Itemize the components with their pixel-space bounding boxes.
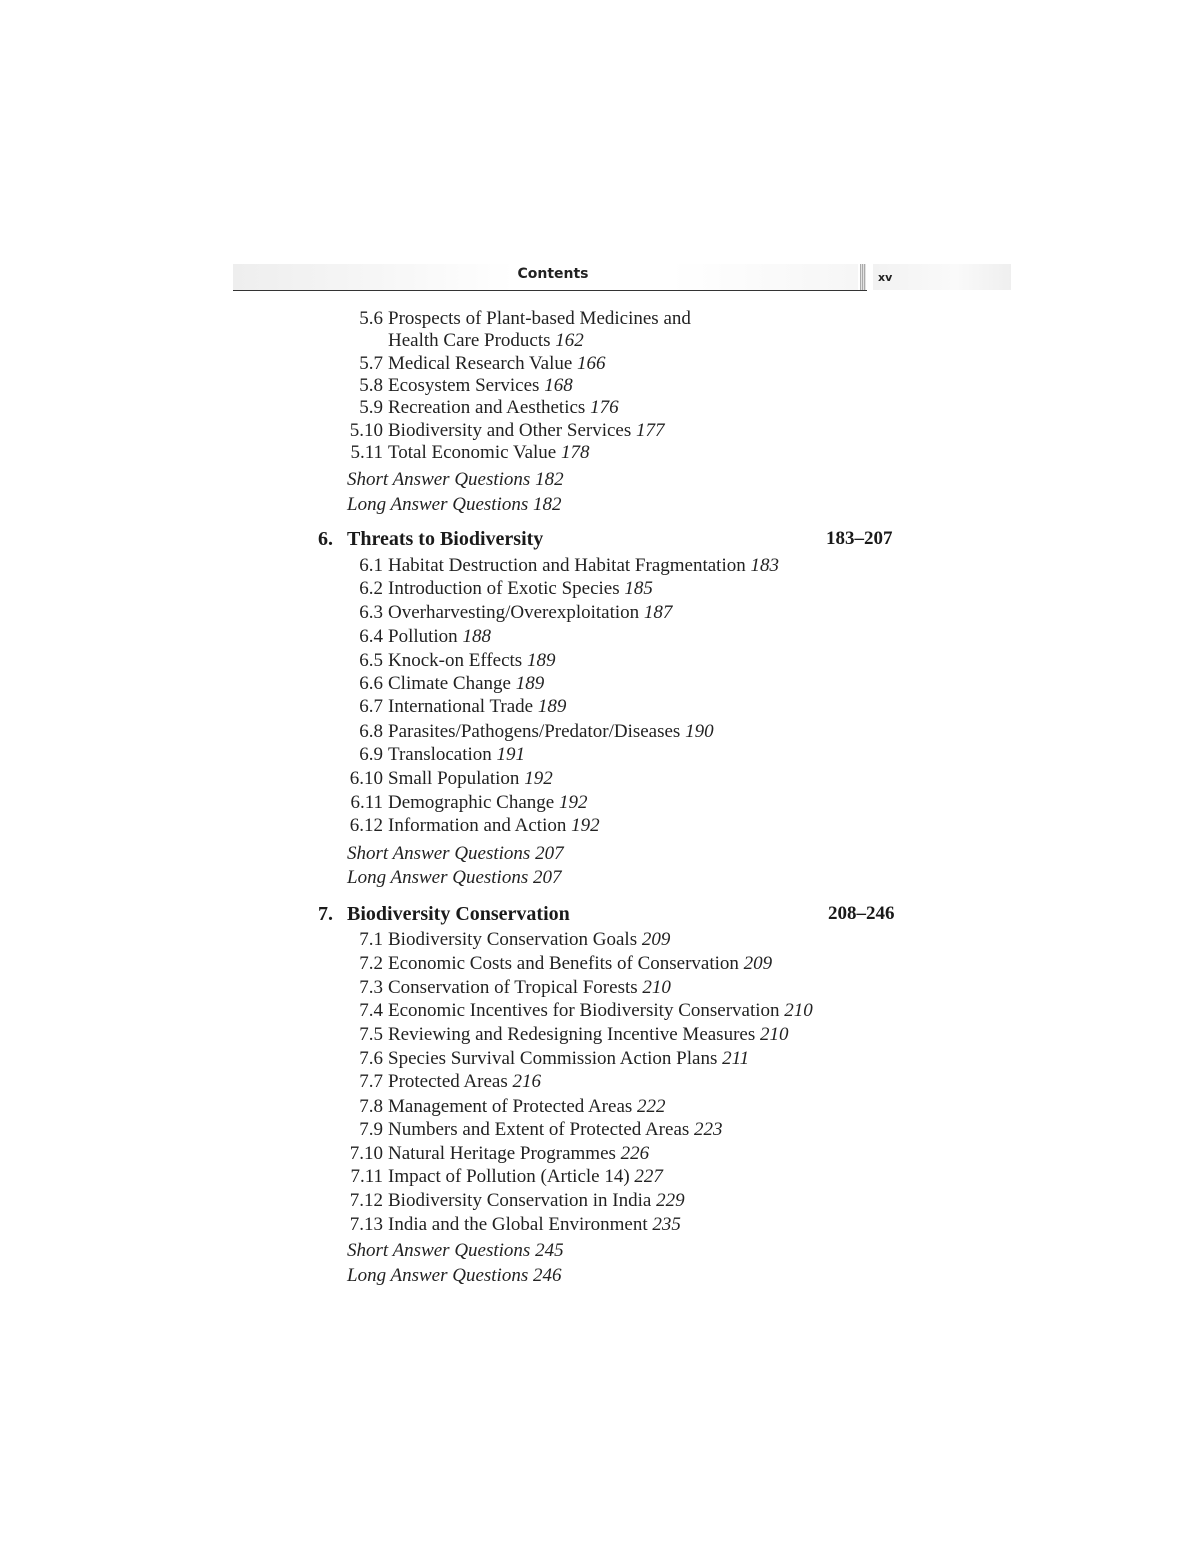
entry-page: 209 [641, 929, 671, 950]
entry-number: 7.2 [359, 953, 383, 974]
entry-title: India and the Global Environment [388, 1214, 648, 1235]
entry-number: 5.10 [349, 420, 383, 441]
toc-entry [349, 768, 553, 790]
toc-entry [349, 602, 672, 624]
entry-number: 6.6 [359, 673, 383, 694]
entry-number: 6.10 [349, 768, 383, 789]
toc-entry [349, 555, 779, 577]
entry-page: 176 [590, 397, 619, 418]
toc-entry [349, 650, 555, 672]
entry-title: Biodiversity Conservation in India [388, 1190, 652, 1211]
toc-entry [349, 673, 544, 695]
toc-entry [349, 578, 653, 600]
entry-title: Demographic Change [388, 792, 555, 813]
entry-title: Small Population [388, 768, 520, 789]
entry-page: 210 [784, 1000, 813, 1021]
toc-entry [349, 420, 665, 442]
toc-entry [349, 442, 589, 464]
entry-page: 166 [577, 353, 606, 374]
toc-entry [349, 815, 600, 837]
short-answer-questions: Short Answer Questions 207 [347, 843, 564, 864]
toc-entry [349, 1143, 649, 1165]
chapter-page-range: 183–207 [826, 528, 893, 549]
entry-number: 5.7 [359, 353, 383, 374]
entry-page: 185 [624, 578, 653, 599]
entry-page: 187 [643, 602, 673, 623]
entry-number: 6.11 [350, 792, 383, 813]
entry-number: 7.11 [350, 1166, 383, 1187]
entry-title: Species Survival Commission Action Plans [388, 1048, 718, 1069]
entry-number: 6.3 [359, 602, 383, 623]
running-header [233, 262, 1011, 292]
toc-entry [349, 1000, 813, 1022]
toc-entry [349, 792, 587, 814]
entry-title: Reviewing and Redesigning Incentive Measures [388, 1024, 756, 1045]
page-tab-mark [860, 264, 866, 290]
entry-number: 7.4 [359, 1000, 383, 1021]
toc-entry [349, 1048, 749, 1070]
entry-page: 189 [526, 650, 556, 671]
toc-entry [349, 1071, 541, 1093]
long-answer-questions: Long Answer Questions 207 [347, 867, 562, 888]
toc-entry [349, 1214, 681, 1236]
toc-entry [349, 626, 491, 648]
entry-number: 7.1 [359, 929, 383, 950]
entry-title: Protected Areas [388, 1071, 508, 1092]
entry-title: Climate Change [388, 673, 511, 694]
entry-title: Knock-on Effects [388, 650, 523, 671]
entry-page: 183 [750, 555, 779, 576]
entry-number: 6.5 [359, 650, 383, 671]
entry-page: 227 [634, 1166, 663, 1187]
entry-page: 226 [620, 1143, 650, 1164]
entry-title: Economic Costs and Benefits of Conservation [388, 953, 739, 974]
entry-page: 191 [496, 744, 526, 765]
toc-entry [349, 977, 671, 999]
chapter-title: Biodiversity Conservation [347, 903, 570, 925]
header-shading-right [873, 264, 1011, 290]
entry-title: Biodiversity Conservation Goals [388, 929, 638, 950]
entry-page: 223 [694, 1119, 723, 1140]
entry-page: 222 [637, 1096, 666, 1117]
entry-page: 210 [759, 1024, 789, 1045]
toc-entry [349, 1119, 723, 1141]
entry-number: 5.9 [359, 397, 383, 418]
entry-title: Management of Protected Areas [388, 1096, 633, 1117]
toc-entry [349, 353, 606, 375]
entry-title: Introduction of Exotic Species [388, 578, 620, 599]
entry-number: 7.9 [359, 1119, 383, 1140]
entry-number: 7.13 [349, 1214, 383, 1235]
entry-title: Impact of Pollution (Article 14) [388, 1166, 630, 1187]
entry-number: 7.7 [359, 1071, 383, 1092]
chapter-heading [318, 527, 543, 551]
entry-page: 162 [555, 330, 584, 351]
chapter-heading [318, 902, 570, 926]
entry-number: 7.5 [359, 1024, 383, 1045]
entry-number: 6.7 [359, 696, 383, 717]
entry-title: Health Care Products [388, 330, 551, 351]
entry-number: 5.8 [359, 375, 383, 396]
entry-page: 211 [722, 1048, 750, 1069]
entry-number: 7.3 [359, 977, 383, 998]
entry-number: 6.9 [359, 744, 383, 765]
entry-page: 188 [462, 626, 491, 647]
entry-number: 7.8 [359, 1096, 383, 1117]
entry-page: 178 [560, 442, 590, 463]
entry-number: 6.4 [359, 626, 383, 647]
entry-number: 6.1 [359, 555, 383, 576]
entry-title: Total Economic Value [388, 442, 557, 463]
entry-page: 190 [685, 721, 714, 742]
entry-page: 210 [642, 977, 671, 998]
entry-title: Medical Research Value [388, 353, 573, 374]
chapter-number: 7. [318, 903, 333, 925]
toc-entry [349, 375, 573, 397]
toc-entry [349, 721, 714, 743]
entry-number: 6.12 [349, 815, 383, 836]
entry-title: Information and Action [388, 815, 567, 836]
entry-page: 168 [544, 375, 573, 396]
entry-page: 216 [512, 1071, 542, 1092]
entry-title: Recreation and Aesthetics [388, 397, 586, 418]
entry-number: 6.8 [359, 721, 383, 742]
toc-entry [349, 1096, 666, 1118]
entry-title: Biodiversity and Other Services [388, 420, 632, 441]
toc-entry [349, 1166, 663, 1188]
long-answer-questions: Long Answer Questions 246 [347, 1265, 562, 1286]
long-answer-questions: Long Answer Questions 182 [347, 494, 562, 515]
entry-title: Habitat Destruction and Habitat Fragmentation [388, 555, 746, 576]
entry-page: 189 [515, 673, 545, 694]
entry-title: Pollution [388, 626, 458, 647]
toc-entry [349, 397, 619, 419]
chapter-number: 6. [318, 528, 333, 550]
entry-number: 5.11 [350, 442, 383, 463]
toc-entry [349, 953, 772, 975]
entry-title: Natural Heritage Programmes [388, 1143, 616, 1164]
entry-page: 189 [537, 696, 567, 717]
entry-title: Overharvesting/Overexploitation [388, 602, 640, 623]
chapter-page-range: 208–246 [828, 903, 895, 924]
toc-entry [349, 308, 691, 330]
entry-title: Economic Incentives for Biodiversity Conservation [388, 1000, 780, 1021]
entry-number: 7.6 [359, 1048, 383, 1069]
header-title: Contents [517, 266, 589, 282]
entry-page: 177 [636, 420, 665, 441]
entry-page: 235 [652, 1214, 681, 1235]
entry-number: 5.6 [359, 308, 383, 329]
entry-title: Translocation [388, 744, 492, 765]
entry-title: Numbers and Extent of Protected Areas [388, 1119, 690, 1140]
toc-entry [349, 696, 566, 718]
toc-entry [349, 929, 670, 951]
chapter-title: Threats to Biodiversity [347, 528, 544, 550]
toc-entry [349, 1190, 685, 1212]
toc-entry-continuation [388, 330, 584, 352]
entry-number: 7.10 [349, 1143, 383, 1164]
entry-number: 7.12 [349, 1190, 383, 1211]
entry-title: Ecosystem Services [388, 375, 540, 396]
entry-title: International Trade [388, 696, 534, 717]
header-rule [233, 290, 867, 291]
entry-page: 192 [524, 768, 553, 789]
entry-page: 209 [743, 953, 773, 974]
short-answer-questions: Short Answer Questions 245 [347, 1240, 564, 1261]
entry-title: Conservation of Tropical Forests [388, 977, 638, 998]
entry-page: 229 [656, 1190, 685, 1211]
entry-number: 6.2 [359, 578, 383, 599]
entry-title: Parasites/Pathogens/Predator/Diseases [388, 721, 681, 742]
toc-entry [349, 1024, 788, 1046]
entry-page: 192 [571, 815, 600, 836]
entry-page: 192 [558, 792, 588, 813]
page-number: xv [878, 271, 893, 284]
short-answer-questions: Short Answer Questions 182 [347, 469, 564, 490]
toc-entry [349, 744, 525, 766]
entry-title: Prospects of Plant-based Medicines and [388, 308, 691, 329]
